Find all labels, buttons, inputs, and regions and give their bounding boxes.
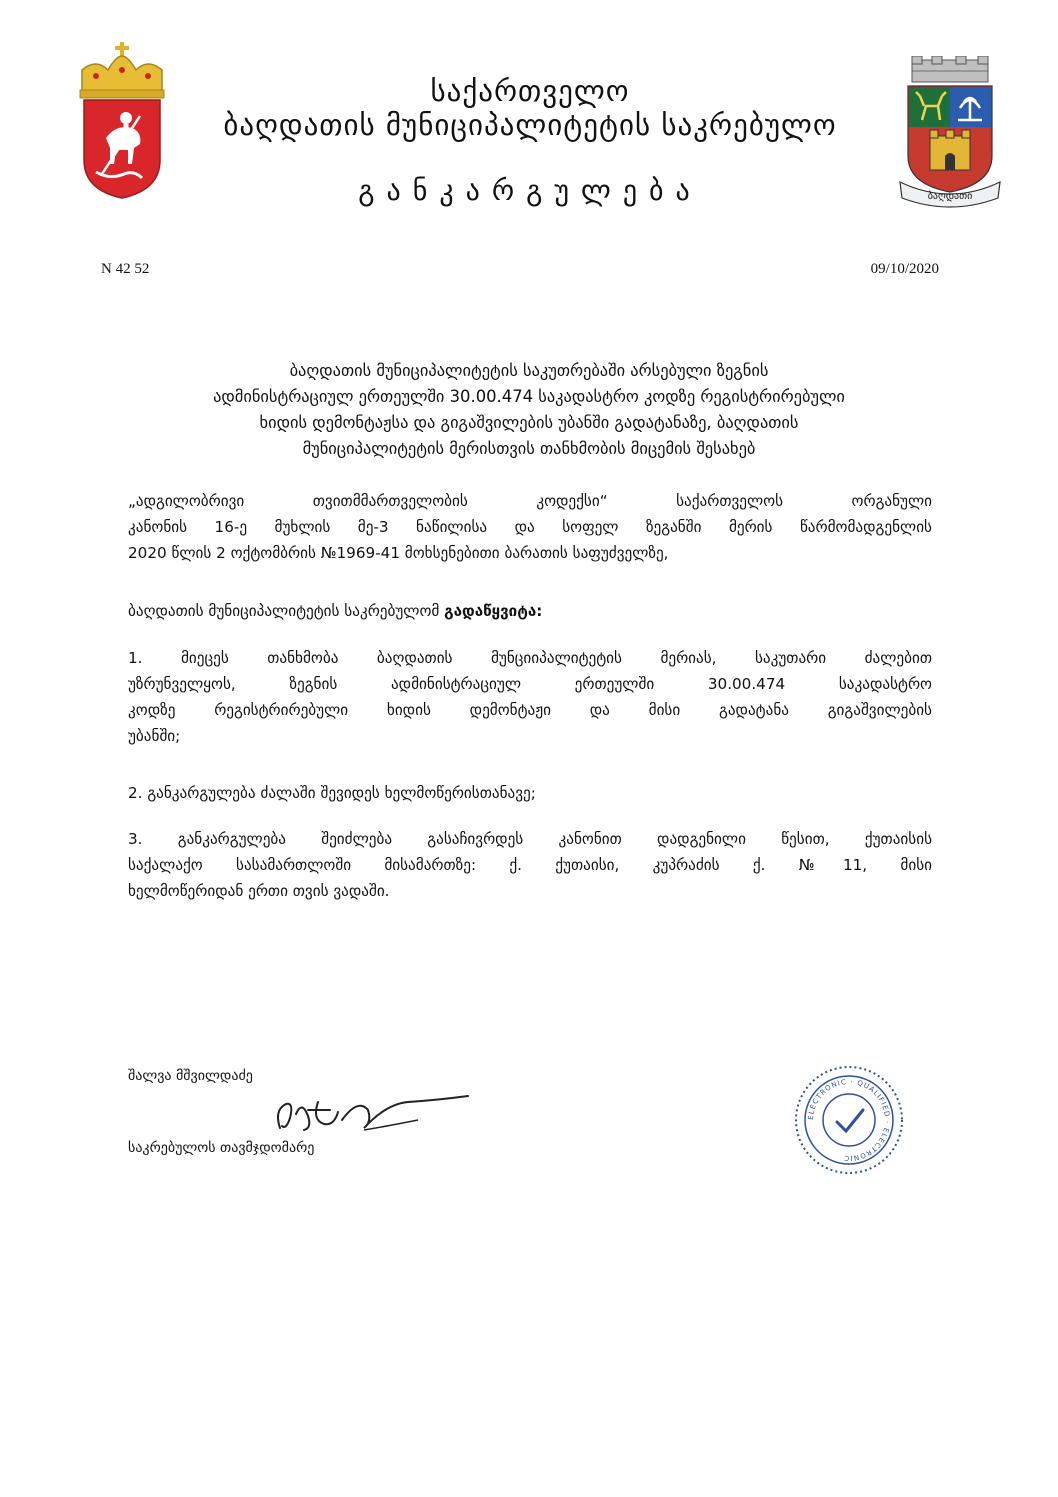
- signer-name: შალვა მშვილდაძე: [128, 1068, 253, 1084]
- document-subject: [120, 358, 938, 462]
- georgia-coat-of-arms-icon: [76, 40, 168, 200]
- emblem-ribbon-text: ბაღდათი: [927, 191, 973, 202]
- document-date: 09/10/2020: [870, 261, 939, 277]
- document-number: N 42 52: [101, 261, 150, 277]
- paragraph-line: „ადგილობრივი თვითმმართველობის კოდექსი“ საქართველოს ორგანული: [128, 492, 932, 510]
- paragraph-line: უბანში;: [128, 727, 181, 745]
- decision-item-1: [128, 645, 932, 749]
- country-title-text: საქართველო: [430, 74, 630, 108]
- paragraph-line: ხელმოწერიდან ერთი თვის ვადაში.: [128, 882, 390, 900]
- council-title-text: ბაღდათის მუნიციპალიტეტის საკრებულო: [223, 108, 837, 142]
- decision-intro: [128, 598, 932, 624]
- paragraph-line: 2. განკარგულება ძალაში შევიდეს ხელმოწერისთანავე;: [128, 784, 536, 802]
- country-title: [160, 74, 900, 108]
- paragraph-line: 2020 წლის 2 ოქტომბრის №1969-41 მოხსენებითი ბარათის საფუძველზე,: [128, 544, 669, 562]
- subject-line: მუნიციპალიტეტის მერისთვის თანხმობის მიცემის შესახებ: [302, 439, 756, 458]
- electronic-seal-icon: [793, 1064, 905, 1176]
- document-type-title: [160, 174, 900, 207]
- subject-line: ხიდის დემონტაჟსა და გიგაშვილების უბანში გადატანაზე, ბაღდათის: [259, 413, 799, 432]
- subject-line: ბაღდათის მუნიციპალიტეტის საკუთრებაში არსებული ზეგნის: [289, 361, 769, 380]
- paragraph-line: კოდზე რეგისტრირებული ხიდის დემონტაჟი და მისი გადატანა გიგაშვილების: [128, 701, 932, 719]
- subject-line: ადმინისტრაციულ ერთეულში 30.00.474 საკადასტრო კოდზე რეგისტრირებული: [213, 387, 845, 406]
- decision-keyword: გადაწყვიტა:: [444, 602, 543, 620]
- paragraph-line: საქალაქო სასამართლოში მისამართზე: ქ. ქუთაისი, კუპრაძის ქ. №11, მისი: [128, 856, 932, 874]
- signer-title: საკრებულოს თავმჯდომარე: [128, 1140, 315, 1156]
- svg-text:ELECTRONIC · QUALIFIED · ELECT: [807, 1078, 891, 1162]
- paragraph-line: კანონის 16-ე მუხლის მე-3 ნაწილისა და სოფელ ზეგანში მერის წარმომადგენლის: [128, 518, 932, 536]
- paragraph-line: უზრუნველყოს, ზეგნის ადმინისტრაციულ ერთეულში 30.00.474 საკადასტრო: [128, 675, 932, 693]
- decision-item-3: [128, 826, 932, 904]
- document-type-text: განკარგულება: [358, 174, 702, 207]
- preamble-paragraph: [128, 488, 932, 566]
- seal-ring-text: ELECTRONIC · QUALIFIED · ELECTRONIC: [806, 1077, 892, 1163]
- paragraph-line: 3. განკარგულება შეიძლება გასაჩივრდეს კანონით დადგენილი წესით, ქუთაისის: [128, 830, 932, 848]
- baghdati-coat-of-arms-icon: [898, 56, 1002, 210]
- council-title: [160, 108, 900, 142]
- decision-intro-text: ბაღდათის მუნიციპალიტეტის საკრებულომ: [128, 602, 445, 620]
- decision-item-2: [128, 780, 932, 806]
- handwritten-signature: [268, 1090, 478, 1140]
- paragraph-line: 1. მიეცეს თანხმობა ბაღდათის მუნციიპალიტეტის მერიას, საკუთარი ძალებით: [128, 649, 932, 667]
